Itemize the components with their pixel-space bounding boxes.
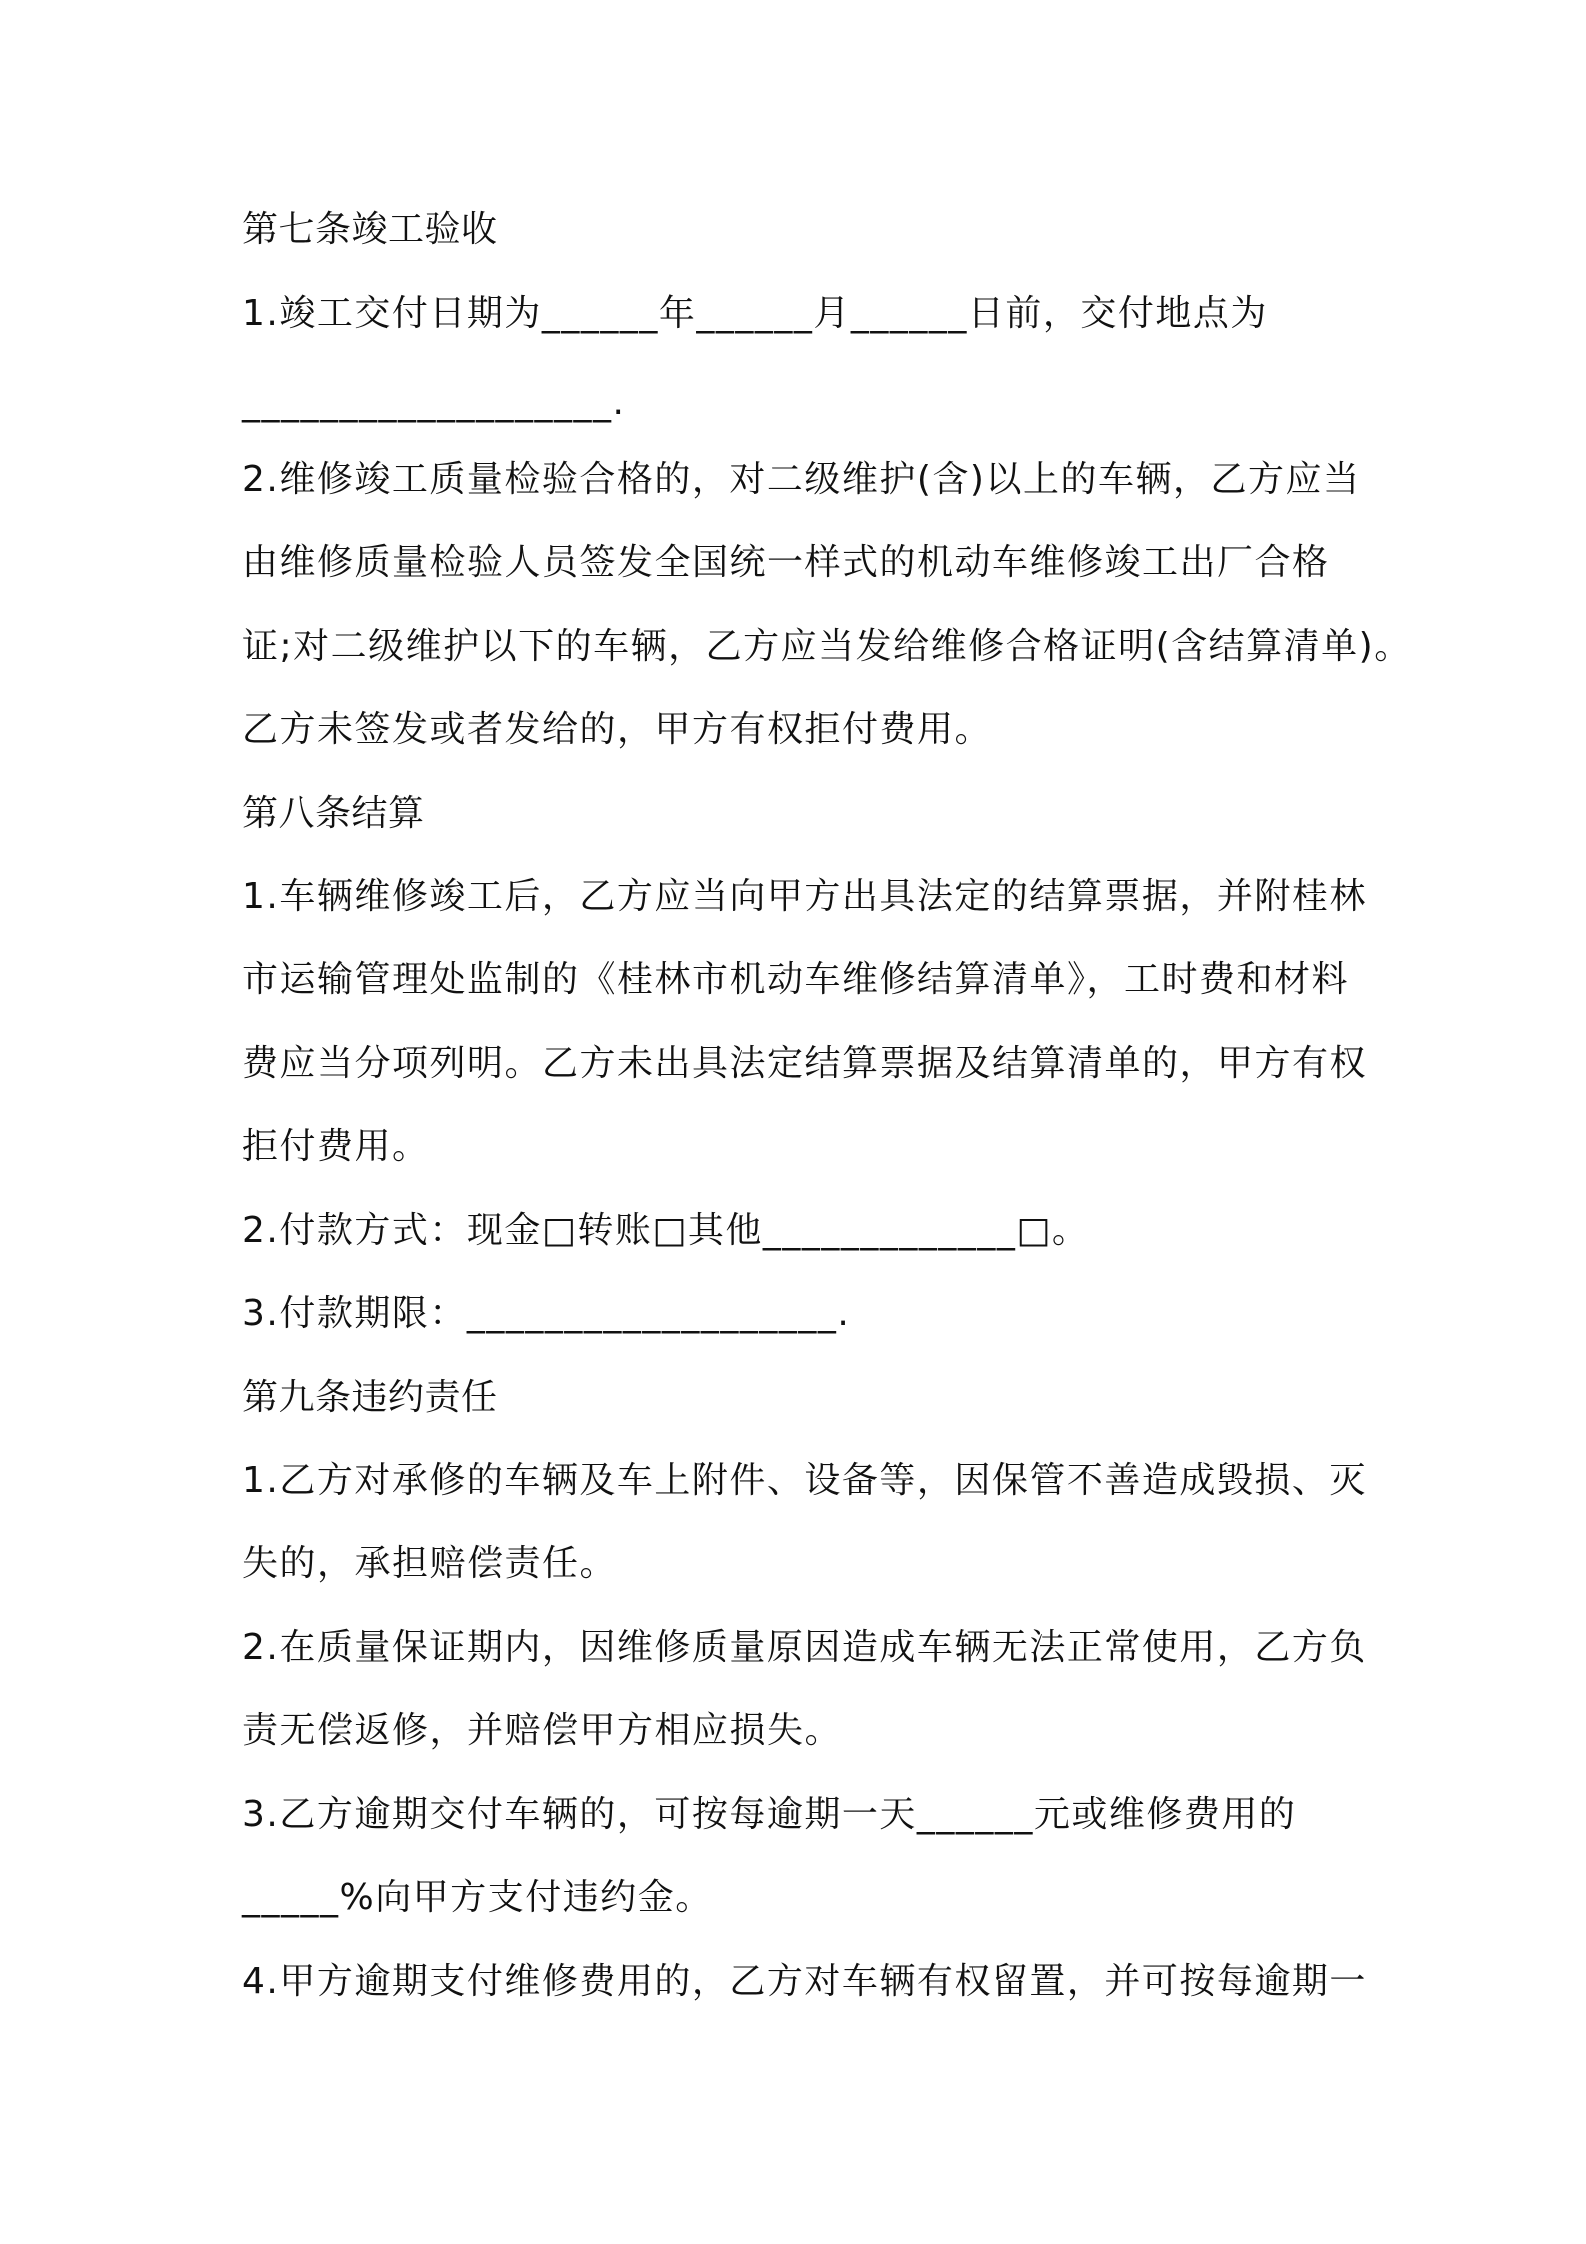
paragraph-line: 2.维修竣工质量检验合格的，对二级维护(含)以上的车辆，乙方应当 (242, 459, 1361, 500)
paragraph-line: 乙方未签发或者发给的，甲方有权拒付费用。 (242, 709, 993, 750)
paragraph-line: ___________________. (242, 382, 626, 423)
paragraph-line: 证;对二级维护以下的车辆，乙方应当发给维修合格证明(含结算清单)。 (242, 626, 1412, 667)
paragraph-line: 费应当分项列明。乙方未出具法定结算票据及结算清单的，甲方有权 (242, 1043, 1368, 1084)
paragraph-line: 拒付费用。 (242, 1126, 430, 1167)
paragraph-line: 1.车辆维修竣工后，乙方应当向甲方出具法定的结算票据，并附桂林 (242, 876, 1367, 917)
paragraph-line: 由维修质量检验人员签发全国统一样式的机动车维修竣工出厂合格 (242, 542, 1330, 583)
paragraph-line: 2.在质量保证期内，因维修质量原因造成车辆无法正常使用，乙方负 (242, 1627, 1367, 1668)
paragraph-line: 失的，承担赔偿责任。 (242, 1543, 618, 1584)
article-9-heading: 第九条违约责任 (242, 1377, 498, 1418)
paragraph-line: _____%向甲方支付违约金。 (242, 1877, 713, 1918)
paragraph-line: 4.甲方逾期支付维修费用的，乙方对车辆有权留置，并可按每逾期一 (242, 1961, 1367, 2002)
paragraph-line: 1.竣工交付日期为______年______月______日前，交付地点为 (242, 293, 1268, 334)
paragraph-line: 3.乙方逾期交付车辆的，可按每逾期一天______元或维修费用的 (242, 1794, 1297, 1835)
paragraph-line: 1.乙方对承修的车辆及车上附件、设备等，因保管不善造成毁损、灭 (242, 1460, 1367, 1501)
payment-method-line: 2.付款方式：现金□转账□其他_____________□。 (242, 1210, 1090, 1251)
article-7-heading: 第七条竣工验收 (242, 209, 498, 250)
article-8-heading: 第八条结算 (242, 793, 425, 834)
payment-term-line: 3.付款期限：___________________. (242, 1293, 851, 1334)
paragraph-line: 市运输管理处监制的《桂林市机动车维修结算清单》，工时费和材料 (242, 959, 1350, 1000)
paragraph-line: 责无偿返修，并赔偿甲方相应损失。 (242, 1710, 843, 1751)
